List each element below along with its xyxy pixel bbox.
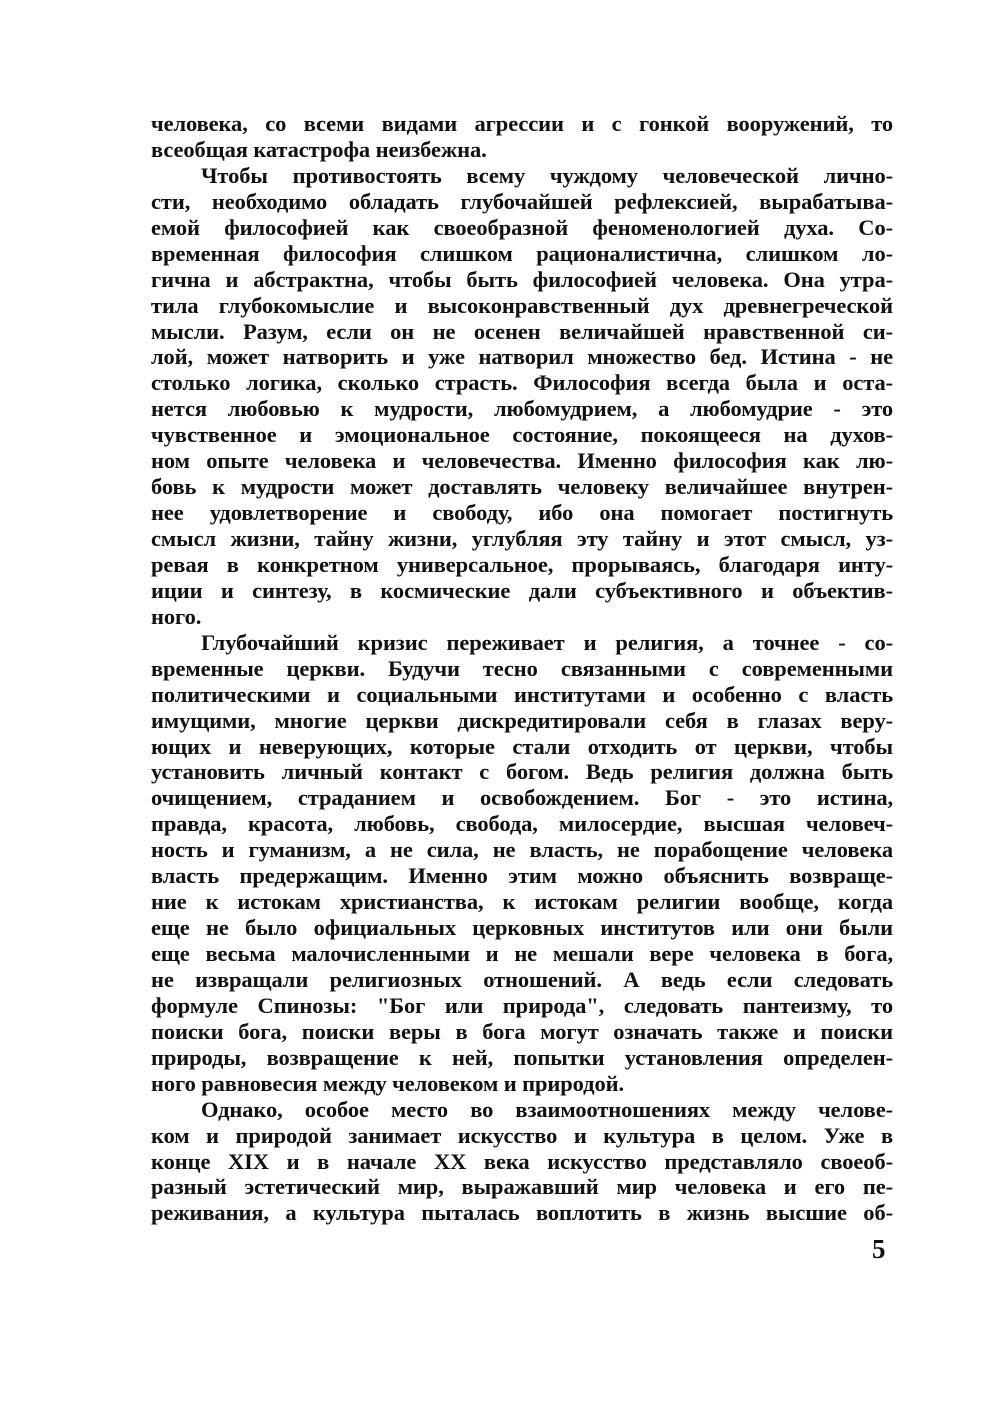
text-line: ного. — [151, 603, 202, 629]
text-line: еще весьма малочисленными и не мешали вере человека в бога, — [151, 941, 893, 966]
text-line: столько логика, сколько страсть. Философия всегда была и оста- — [151, 370, 893, 396]
text-line: лой, может натворить и уже натворил множество бед. Истина - не — [151, 344, 893, 370]
text-line: политическими и социальными институтами и особенно с власть — [151, 681, 893, 707]
text-line: временная философия слишком рационалистична, слишком ло- — [151, 240, 893, 266]
text-line: нее удовлетворение и свободу, ибо она помогает постигнуть — [151, 500, 893, 526]
paragraph — [151, 111, 893, 163]
body-text — [151, 111, 893, 1226]
text-line: чувственное и эмоциональное состояние, покоящееся на духов- — [151, 422, 893, 448]
text-line: Чтобы противостоять всему чуждому человеческой лично- — [201, 162, 893, 188]
text-line: поиски бога, поиски веры в бога могут означать также и поиски — [151, 1018, 893, 1044]
text-line: Глубочайший кризис переживает и религия, а точнее - со- — [201, 629, 893, 655]
text-line: бовь к мудрости может доставлять человеку величайшее внутрен- — [151, 474, 893, 500]
text-line: емой философией как своеобразной феноменологией духа. Со- — [151, 214, 893, 240]
text-line: правда, красота, любовь, свобода, милосердие, высшая человеч- — [151, 811, 893, 837]
text-line: не извращали религиозных отношений. А ведь если следовать — [151, 966, 893, 992]
text-line: ющих и неверующих, которые стали отходить от церкви, чтобы — [151, 733, 893, 759]
text-line: формуле Спинозы: "Бог или природа", следовать пантеизму, то — [151, 992, 893, 1018]
text-line: гична и абстрактна, чтобы быть философией человека. Она утра- — [151, 266, 893, 292]
text-line: ность и гуманизм, а не сила, не власть, не порабощение человека — [151, 837, 893, 863]
text-line: ного равновесия между человеком и природой. — [151, 1070, 624, 1096]
text-line: еще не было официальных церковных институтов или они были — [151, 915, 893, 941]
paragraph — [151, 1097, 893, 1227]
page-number: 5 — [872, 1234, 886, 1264]
text-line: смысл жизни, тайну жизни, углубляя эту тайну и этот смысл, уз- — [151, 526, 893, 551]
text-line: ревая в конкретном универсальное, прорываясь, благодаря инту- — [151, 551, 893, 577]
text-line: реживания, а культура пыталась воплотить в жизнь высшие об- — [151, 1200, 893, 1226]
text-line: ном опыте человека и человечества. Именно философия как лю- — [151, 448, 893, 474]
text-line: Однако, особое место во взаимоотношениях между челове- — [201, 1096, 893, 1122]
text-line: тила глубокомыслие и высоконравственный дух древнегреческой — [151, 292, 893, 318]
text-line: власть предержащим. Именно этим можно объяснить возвраще- — [151, 863, 893, 889]
text-line: природы, возвращение к ней, попытки установления определен- — [151, 1044, 893, 1070]
text-line: человека, со всеми видами агрессии и с гонкой вооружений, то — [151, 111, 893, 136]
text-line: имущими, многие церкви дискредитировали себя в глазах веру- — [151, 707, 893, 733]
text-line: ние к истокам христианства, к истокам религии вообще, когда — [151, 889, 893, 915]
text-line: всеобщая катастрофа неизбежна. — [151, 136, 487, 162]
text-line: мысли. Разум, если он не осенен величайшей нравственной си- — [151, 318, 893, 344]
text-line: сти, необходимо обладать глубочайшей рефлексией, вырабатыва- — [151, 188, 893, 214]
paragraph — [151, 630, 893, 1097]
text-line: очищением, страданием и освобождением. Бог - это истина, — [151, 785, 893, 811]
text-line: нется любовью к мудрости, любомудрием, а любомудрие - это — [151, 396, 893, 422]
text-line: иции и синтезу, в космические дали субъективного и объектив- — [151, 577, 893, 603]
text-line: конце XIX и в начале XX века искусство представляло своеоб- — [151, 1148, 893, 1174]
text-line: временные церкви. Будучи тесно связанными с современными — [151, 655, 893, 681]
text-line: установить личный контакт с богом. Ведь религия должна быть — [151, 759, 893, 785]
text-line: ком и природой занимает искусство и культура в целом. Уже в — [151, 1122, 893, 1148]
text-line: разный эстетический мир, выражавший мир человека и его пе- — [151, 1174, 893, 1200]
paragraph — [151, 163, 893, 630]
